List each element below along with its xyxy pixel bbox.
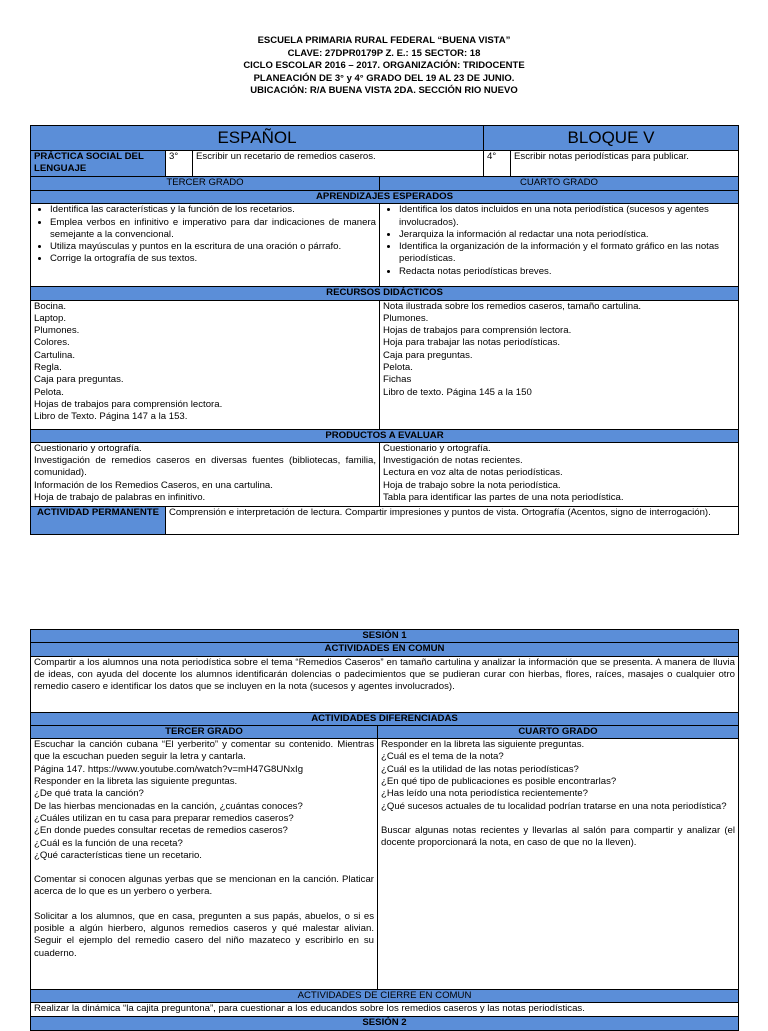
session-grade3-heading: TERCER GRADO	[31, 725, 378, 738]
spacer	[381, 813, 735, 825]
practice-label: PRÁCTICA SOCIAL DEL LENGUAJE	[31, 151, 166, 177]
list-item: Plumones.	[34, 325, 80, 337]
products-grade3	[31, 442, 380, 506]
learning-grade3	[31, 204, 380, 287]
paragraph: Responder en la libreta las siguiente preguntas.	[381, 739, 585, 751]
list-item: Hoja de trabajo sobre la nota periodística.	[383, 479, 561, 491]
paragraph: ¿En donde puedes consultar recetas de remedios caseros?	[34, 825, 288, 837]
differentiated-activities-heading: ACTIVIDADES DIFERENCIADAS	[31, 712, 739, 725]
session-1-title: SESIÓN 1	[31, 630, 739, 643]
header-line: CLAVE: 27DPR0179P Z. E.: 15 SECTOR: 18	[287, 47, 481, 59]
session-grade4-heading: CUARTO GRADO	[378, 725, 739, 738]
grade4-heading: CUARTO GRADO	[380, 177, 739, 191]
products-grade4	[380, 442, 739, 506]
list-item: • Identifica los datos incluidos en una nota periodística (sucesos y agentes involucrados).	[399, 204, 735, 229]
list-item: • Identifica las características y la función de los recetarios.	[50, 204, 376, 216]
subject-title: ESPAÑOL	[31, 126, 484, 151]
resources-heading: RECURSOS DIDÁCTICOS	[31, 287, 739, 300]
session-grade3-activities	[31, 739, 378, 990]
list-item: Hoja para trabajar las notas periodísticas.	[383, 337, 561, 349]
common-activities-heading: ACTIVIDADES EN COMUN	[31, 643, 739, 656]
header-line: ESCUELA PRIMARIA RURAL FEDERAL “BUENA VISTA”	[257, 35, 511, 46]
list-item: Plumones.	[383, 312, 429, 324]
grade3-heading: TERCER GRADO	[31, 177, 380, 191]
list-item: Hoja de trabajo de palabras en infinitivo.	[34, 492, 206, 504]
paragraph: ¿Cuál es la utilidad de las notas periodísticas?	[381, 763, 579, 775]
list-item: Laptop.	[34, 312, 67, 324]
paragraph: Responder en la libreta las siguiente preguntas.	[34, 776, 238, 788]
closing-activities-text: Realizar la dinámica “la cajita preguntona”, para cuestionar a los educandos sobre los remedios caseros y las notas periodísticas.	[31, 1003, 739, 1017]
list-item: Investigación de remedios caseros en diversas fuentes (bibliotecas, familia, comunidad).	[34, 455, 376, 479]
list-item: Caja para preguntas.	[34, 374, 124, 386]
list-item: Libro de Texto. Página 147 a la 153.	[34, 411, 188, 423]
paragraph: Solicitar a los alumnos, que en casa, pregunten a sus papás, abuelos, o si es posible a algún hierbero, algunos remedios caseros y qué malestar alivian. Seguir el ejemplo del remedio casero del niño mazateco y escribirlo en su cuaderno.	[34, 910, 374, 959]
learning-grade4	[380, 204, 739, 287]
list-item: Cartulina.	[34, 349, 76, 361]
paragraph: ¿Cuáles utilizan en tu casa para preparar remedios caseros?	[34, 812, 294, 824]
paragraph: ¿Qué características tiene un recetario.	[34, 849, 202, 861]
list-item: Información de los Remedios Caseros, en una cartulina.	[34, 479, 273, 491]
products-heading: PRODUCTOS A EVALUAR	[31, 429, 739, 442]
list-item: Investigación de notas recientes.	[383, 455, 523, 467]
list-item: Nota ilustrada sobre los remedios caseros, tamaño cartulina.	[383, 300, 642, 312]
grade3-practice: Escribir un recetario de remedios caseros.	[193, 151, 484, 177]
session-1-table	[30, 629, 739, 1031]
list-item: Tabla para identificar las partes de una nota periodística.	[383, 492, 624, 504]
header-line: CICLO ESCOLAR 2016 – 2017. ORGANIZACIÓN: TRIDOCENTE	[243, 60, 525, 72]
list-item: Fichas	[383, 374, 412, 386]
paragraph: Página 147. https://www.youtube.com/watch?v=mH47G8UNxIg	[34, 763, 304, 775]
block-title: BLOQUE V	[484, 126, 739, 151]
common-activities-text: Compartir a los alumnos una nota periodística sobre el tema “Remedios Caseros” en tamaño cartulina y analizar la información que se presenta. A manera de lluvia de ideas, con ayuda del docente los alumnos identificarán dolencias o padecimientos que se pudieran curar con hierbas, flores, raíces, masajes o cualquier otro remedio casero e identificar los datos que se incluyen en la nota (sucesos y agentes involucrados).	[31, 656, 739, 712]
list-item: Cuestionario y ortografía.	[34, 442, 142, 454]
header-line: UBICACIÓN: R/A BUENA VISTA 2DA. SECCIÓN RIO NUEVO	[250, 85, 518, 97]
paragraph: Buscar algunas notas recientes y llevarlas al salón para compartir y analizar (el docente proporcionará la nota, en caso de que no la lleven).	[381, 824, 736, 849]
document-header	[0, 0, 768, 98]
list-item: Regla.	[34, 362, 62, 374]
list-item: Pelota.	[383, 362, 413, 374]
paragraph: ¿Cuál es la función de una receta?	[34, 837, 183, 849]
list-item: • Identifica la organización de la información y el formato gráfico en las notas periodísticas.	[399, 241, 735, 266]
list-item: Bocina.	[34, 300, 66, 312]
list-item: Hojas de trabajos para comprensión lectora.	[383, 325, 572, 337]
grade4-number: 4°	[484, 151, 511, 177]
list-item: • Utiliza mayúsculas y puntos en la escritura de una oración o párrafo.	[50, 241, 376, 253]
planning-table	[30, 125, 739, 535]
paragraph: De las hierbas mencionadas en la canción, ¿cuántas conoces?	[34, 800, 303, 812]
grade4-practice: Escribir notas periodísticas para publicar.	[511, 151, 739, 177]
paragraph: ¿Has leído una nota periodística recientemente?	[381, 788, 588, 800]
permanent-activity-label: ACTIVIDAD PERMANENTE	[31, 506, 166, 534]
paragraph: ¿En qué tipo de publicaciones es posible encontrarlas?	[381, 776, 617, 788]
list-item: Lectura en voz alta de notas periodísticas.	[383, 467, 563, 479]
list-item: Caja para preguntas.	[383, 349, 473, 361]
spacer	[34, 899, 374, 911]
paragraph: ¿Cuál es el tema de la nota?	[381, 751, 504, 763]
session-grade4-activities	[378, 739, 739, 990]
resources-grade4	[380, 300, 739, 429]
list-item: • Jerarquiza la información al redactar una nota periodística.	[399, 229, 735, 241]
paragraph: ¿Qué sucesos actuales de tu localidad podrían tratarse en una nota periodística?	[381, 800, 727, 812]
list-item: Cuestionario y ortografía.	[383, 442, 491, 454]
grade3-number: 3°	[166, 151, 193, 177]
header-line: PLANEACIÓN DE 3° y 4° GRADO DEL 19 AL 23 DE JUNIO.	[253, 72, 515, 84]
list-item: • Corrige la ortografía de sus textos.	[50, 253, 376, 265]
closing-activities-heading: ACTIVIDADES DE CIERRE EN COMUN	[31, 990, 739, 1003]
list-item: • Redacta notas periodísticas breves.	[399, 266, 735, 278]
list-item: Hojas de trabajos para comprensión lectora.	[34, 398, 223, 410]
list-item: Pelota.	[34, 386, 64, 398]
resources-grade3	[31, 300, 380, 429]
permanent-activity-text: Comprensión e interpretación de lectura. Compartir impresiones y puntos de vista. Ortografía (Acentos, signo de interrogación).	[166, 506, 739, 534]
session-2-title: SESIÓN 2	[31, 1017, 739, 1031]
list-item: Colores.	[34, 337, 70, 349]
list-item: • Emplea verbos en infinitivo e imperativo para dar indicaciones de manera semejante a la convencional.	[50, 217, 376, 242]
paragraph: Escuchar la canción cubana “El yerberito” y comentar su contenido. Mientras que la escuchan pueden seguir la letra y cantarla.	[34, 739, 374, 763]
learning-heading: APRENDIZAJES ESPERADOS	[31, 191, 739, 204]
list-item: Libro de texto. Página 145 a la 150	[383, 386, 532, 398]
spacer	[34, 862, 374, 874]
paragraph: ¿De qué trata la canción?	[34, 788, 144, 800]
paragraph: Comentar si conocen algunas yerbas que se mencionan en la canción. Platicar acerca de lo que es un yerbero o yerbera.	[34, 874, 374, 898]
